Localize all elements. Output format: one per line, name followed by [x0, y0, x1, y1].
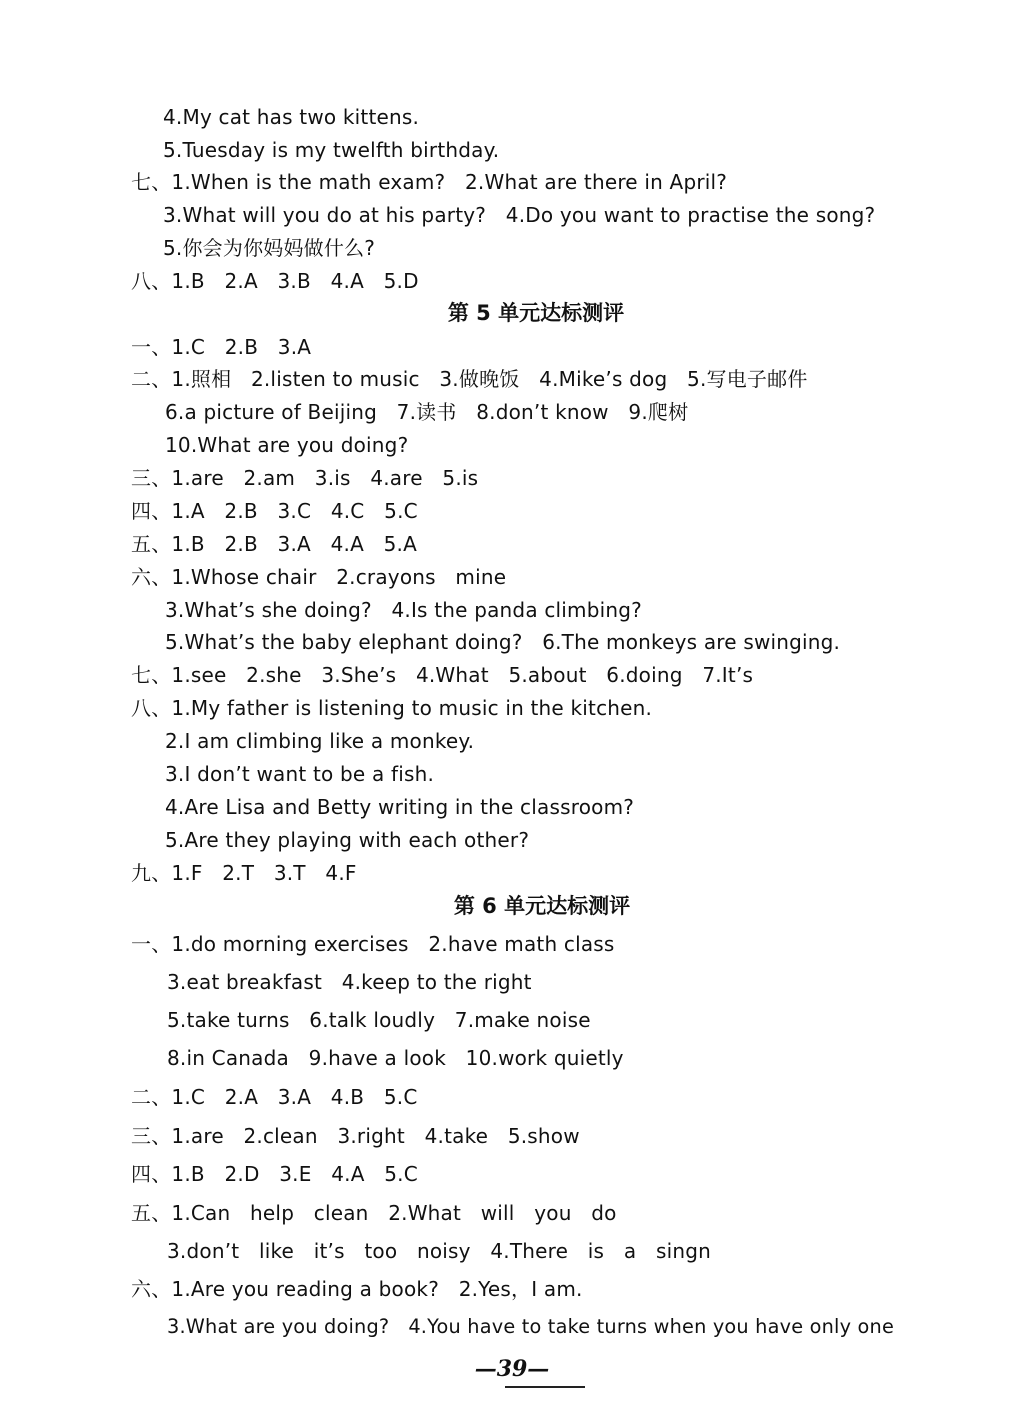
answer-line: 四、1.A 2.B 3.C 4.C 5.C: [131, 499, 418, 523]
answer-line: 4.Are Lisa and Betty writing in the classroom?: [165, 795, 635, 819]
answer-line: 3.What will you do at his party? 4.Do you want to practise the song?: [163, 203, 876, 227]
answer-line: 四、1.B 2.D 3.E 4.A 5.C: [131, 1162, 418, 1186]
answer-line: 3.eat breakfast 4.keep to the right: [167, 970, 532, 994]
answer-line: 三、1.are 2.am 3.is 4.are 5.is: [131, 466, 479, 490]
unit-5-heading: 第 5 单元达标测评: [447, 301, 625, 325]
answer-line: 5.你会为你妈妈做什么?: [163, 236, 376, 260]
answer-line: 8.in Canada 9.have a look 10.work quietly: [167, 1046, 624, 1070]
answer-line: 五、1.Can help clean 2.What will you do: [131, 1201, 617, 1225]
answer-line: 3.What’s she doing? 4.Is the panda climbing?: [165, 598, 642, 622]
answer-line: 二、1.C 2.A 3.A 4.B 5.C: [131, 1085, 418, 1109]
answer-line: 3.don’t like it’s too noisy 4.There is a singn: [167, 1239, 711, 1263]
answer-line: 三、1.are 2.clean 3.right 4.take 5.show: [131, 1124, 580, 1148]
answer-line: 一、1.do morning exercises 2.have math class: [131, 932, 615, 956]
answer-line: 3.I don’t want to be a fish.: [165, 762, 435, 786]
answer-line: 5.take turns 6.talk loudly 7.make noise: [167, 1008, 591, 1032]
answer-line: 二、1.照相 2.listen to music 3.做晚饭 4.Mike’s dog 5.写电子邮件: [131, 367, 808, 391]
answer-line: 5.Tuesday is my twelfth birthday.: [163, 138, 500, 162]
answer-line: 六、1.Are you reading a book? 2.Yes，I am.: [131, 1277, 583, 1301]
page-number-underline: [505, 1386, 585, 1388]
answer-line: 九、1.F 2.T 3.T 4.F: [131, 861, 357, 885]
answer-line: 5.Are they playing with each other?: [165, 828, 530, 852]
answer-line: 5.What’s the baby elephant doing? 6.The monkeys are swinging.: [165, 630, 841, 654]
answer-line: 六、1.Whose chair 2.crayons mine: [131, 565, 507, 589]
answer-line: 八、1.My father is listening to music in the kitchen.: [131, 696, 653, 720]
answer-line: 6.a picture of Beijing 7.读书 8.don’t know 9.爬树: [165, 400, 689, 424]
answer-line: 五、1.B 2.B 3.A 4.A 5.A: [131, 532, 417, 556]
answer-line: 七、1.see 2.she 3.She’s 4.What 5.about 6.doing 7.It’s: [131, 663, 754, 687]
answer-line: 4.My cat has two kittens.: [163, 105, 420, 129]
answer-line: 七、1.When is the math exam? 2.What are there in April?: [131, 170, 728, 194]
answer-line: 10.What are you doing?: [165, 433, 409, 457]
page-number: —39—: [474, 1356, 550, 1382]
answer-line: 八、1.B 2.A 3.B 4.A 5.D: [131, 269, 419, 293]
answer-line: 2.I am climbing like a monkey.: [165, 729, 475, 753]
answer-line: 一、1.C 2.B 3.A: [131, 335, 312, 359]
unit-6-heading: 第 6 单元达标测评: [453, 894, 631, 918]
answer-line: 3.What are you doing? 4.You have to take turns when you have only one: [167, 1315, 895, 1338]
